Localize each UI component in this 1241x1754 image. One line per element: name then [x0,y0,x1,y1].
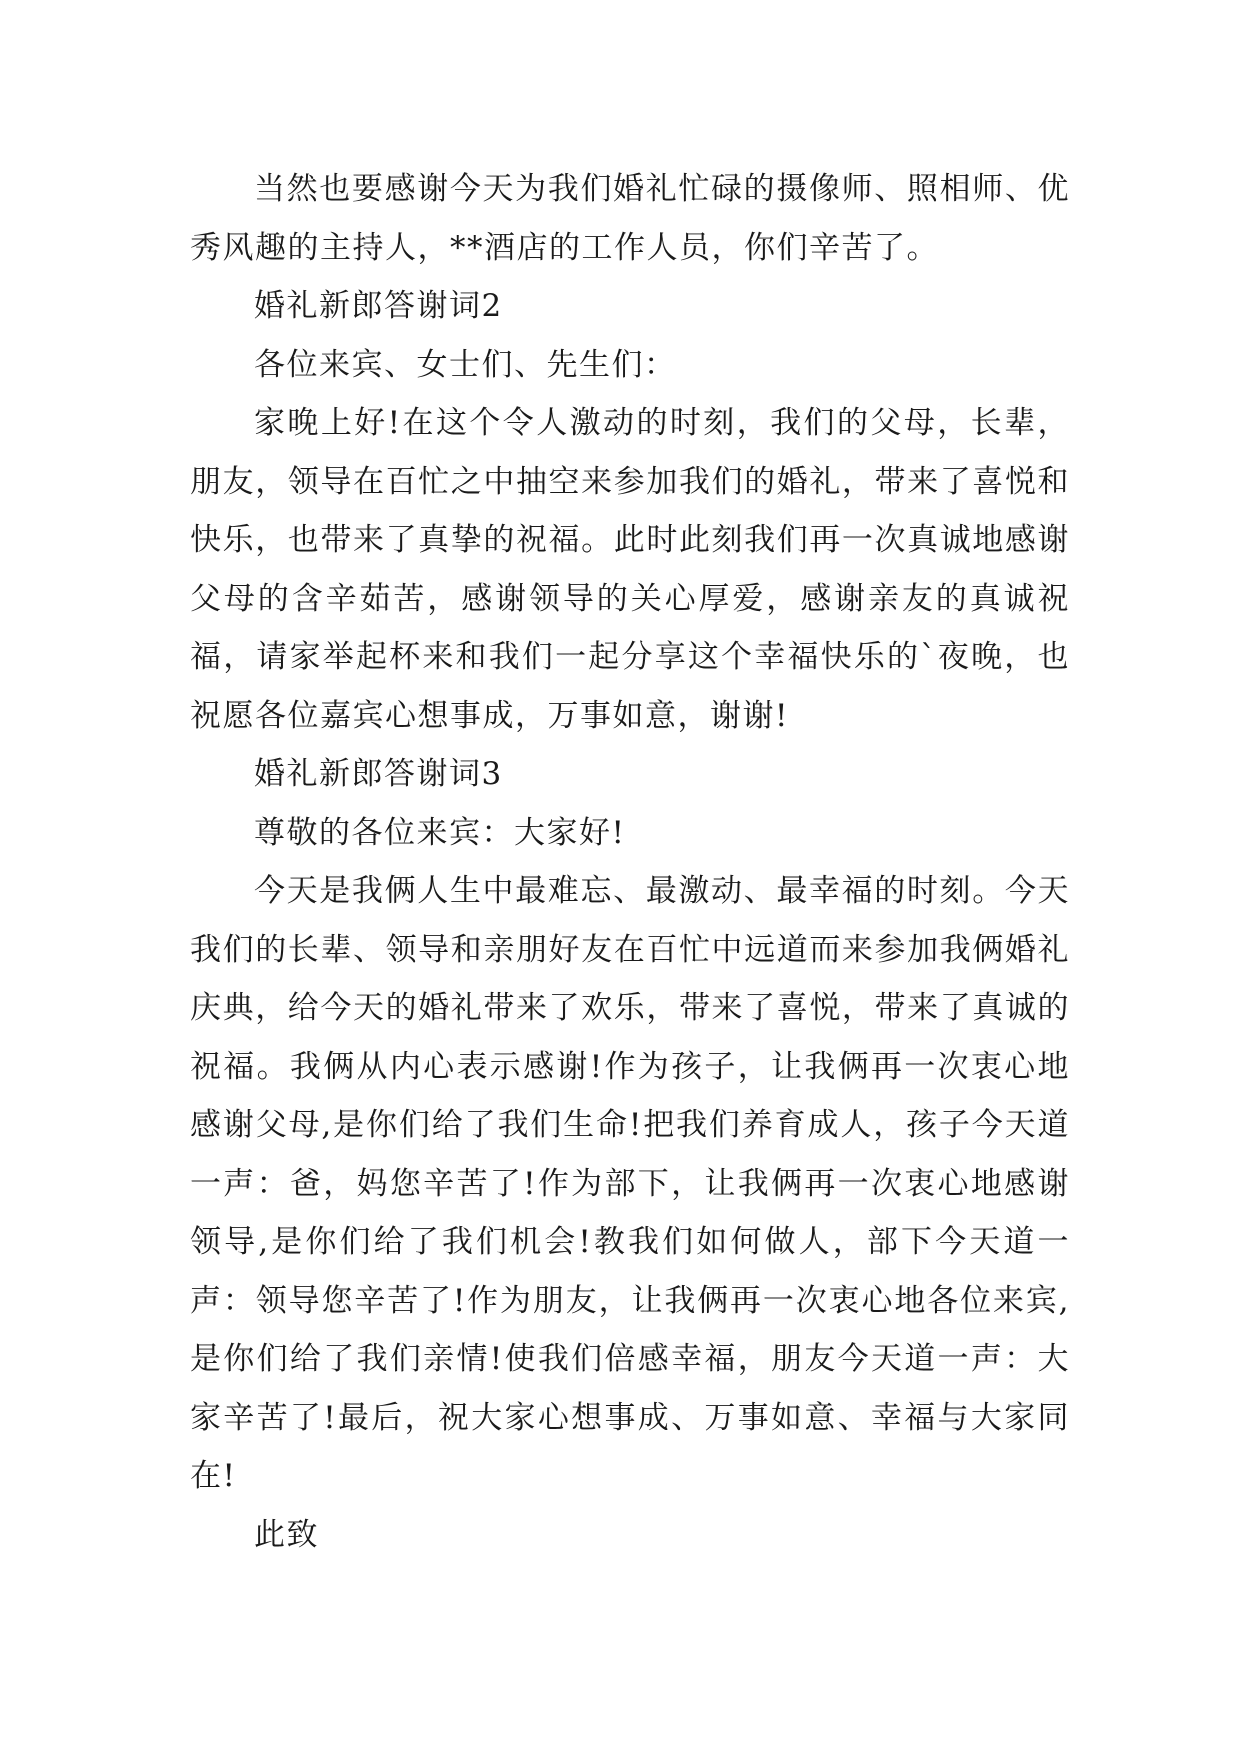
section-heading-3: 婚礼新郎答谢词3 [254,756,503,792]
paragraph-thanks-staff: 当然也要感谢今天为我们婚礼忙碌的摄像师、照相师、优秀风趣的主持人，**酒店的工作人员，你们辛苦了。 [190,171,1070,266]
paragraph-speech-2: 家晚上好!在这个令人激动的时刻，我们的父母，长辈，朋友，领导在百忙之中抽空来参加我们的婚礼，带来了喜悦和快乐，也带来了真挚的祝福。此时此刻我们再一次真诚地感谢父母的含辛茹苦，感谢领导的关心厚爱，感谢亲友的真诚祝福，请家举起杯来和我们一起分享这个幸福快乐的`夜晚，也祝愿各位嘉宾心想事成，万事如意，谢谢! [190,405,1070,734]
paragraph-speech-3: 今天是我俩人生中最难忘、最激动、最幸福的时刻。今天我们的长辈、领导和亲朋好友在百忙中远道而来参加我俩婚礼庆典，给今天的婚礼带来了欢乐，带来了喜悦，带来了真诚的祝福。我俩从内心表示感谢!作为孩子，让我俩再一次衷心地感谢父母,是你们给了我们生命!把我们养育成人，孩子今天道一声：爸，妈您辛苦了!作为部下，让我俩再一次衷心地感谢领导,是你们给了我们机会!教我们如何做人，部下今天道一声：领导您辛苦了!作为朋友，让我俩再一次衷心地各位来宾,是你们给了我们亲情!使我们倍感幸福，朋友今天道一声：大家辛苦了!最后，祝大家心想事成、万事如意、幸福与大家同在! [190,873,1070,1494]
document-body [190,160,1070,1564]
section-heading-2: 婚礼新郎答谢词2 [254,288,503,324]
paragraph-salutation-3: 尊敬的各位来宾：大家好! [254,814,626,851]
paragraph-closing: 此致 [254,1516,319,1553]
paragraph-salutation-2: 各位来宾、女士们、先生们： [254,346,677,383]
